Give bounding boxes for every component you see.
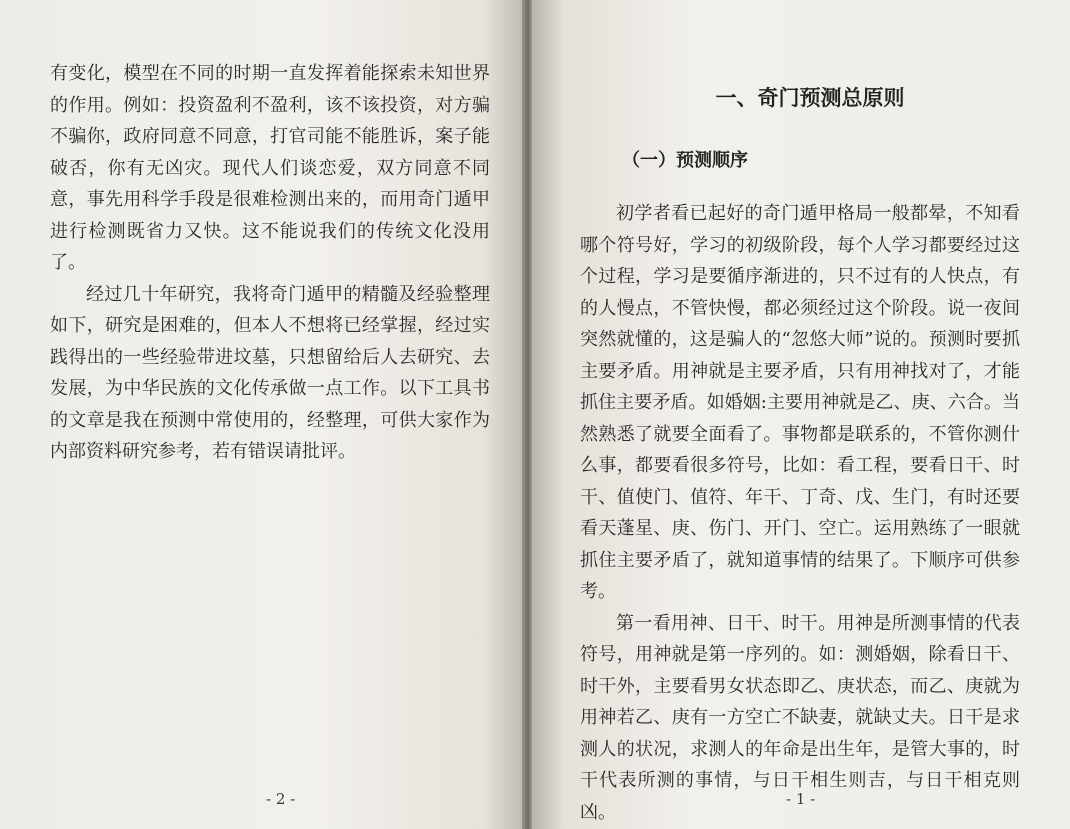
right-page (532, 0, 1070, 829)
left-page-body (50, 58, 490, 468)
left-paragraph-1: 有变化，模型在不同的时期一直发挥着能探索未知世界的作用。例如：投资盈利不盈利，该不该投资，对方骗不骗你，政府同意不同意，打官司能不能胜诉，案子能破否，你有无凶灾。现代人们谈恋爱，双方同意不同意，事先用科学手段是很难检测出来的，而用奇门遁甲进行检测既省力又快。这不能说我们的传统文化没用了。 (50, 63, 490, 273)
left-page (0, 0, 526, 829)
chapter-title: 一、奇门预测总原则 (715, 86, 905, 110)
right-paragraph-2: 第一看用神、日干、时干。用神是所测事情的代表符号，用神就是第一序列的。如：测婚姻，除看日干、时干外，主要看男女状态即乙、庚状态，而乙、庚就为用神若乙、庚有一方空亡不缺妻，就缺丈夫。日干是求测人的状况，求测人的年命是出生年，是管大事的，时干代表所测的事情，与日干相生则吉，与日干相克则凶。 (580, 612, 1020, 823)
section-title: （一）预测顺序 (622, 150, 748, 171)
page-number-left: - 2 - (266, 790, 296, 808)
right-paragraph-1: 初学者看已起好的奇门遁甲格局一般都晕，不知看哪个符号好，学习的初级阶段，每个人学习都要经过这个过程，学习是要循序渐进的，只不过有的人快点，有的人慢点，不管快慢，都必须经过这个阶段。说一夜间突然就懂的，这是骗人的“忽悠大师”说的。预测时要抓主要矛盾。用神就是主要矛盾，只有用神找对了，才能抓住主要矛盾。如婚姻:主要用神就是乙、庚、六合。当然熟悉了就要全面看了。事物都是联系的，不管你测什么事，都要看很多符号，比如：看工程，要看日干、时干、值使门、值符、年干、丁奇、戊、生门，有时还要看天蓬星、庚、伤门、开门、空亡。运用熟练了一眼就抓住主要矛盾了，就知道事情的结果了。下顺序可供参考。 (580, 203, 1020, 602)
page-number-right: - 1 - (786, 790, 816, 808)
right-page-body (580, 198, 1020, 828)
left-paragraph-2: 经过几十年研究，我将奇门遁甲的精髓及经验整理如下，研究是困难的，但本人不想将已经掌握，经过实践得出的一些经验带进坟墓，只想留给后人去研究、去发展，为中华民族的文化传承做一点工作。以下工具书的文章是我在预测中常使用的，经整理，可供大家作为内部资料研究参考，若有错误请批评。 (50, 283, 490, 462)
